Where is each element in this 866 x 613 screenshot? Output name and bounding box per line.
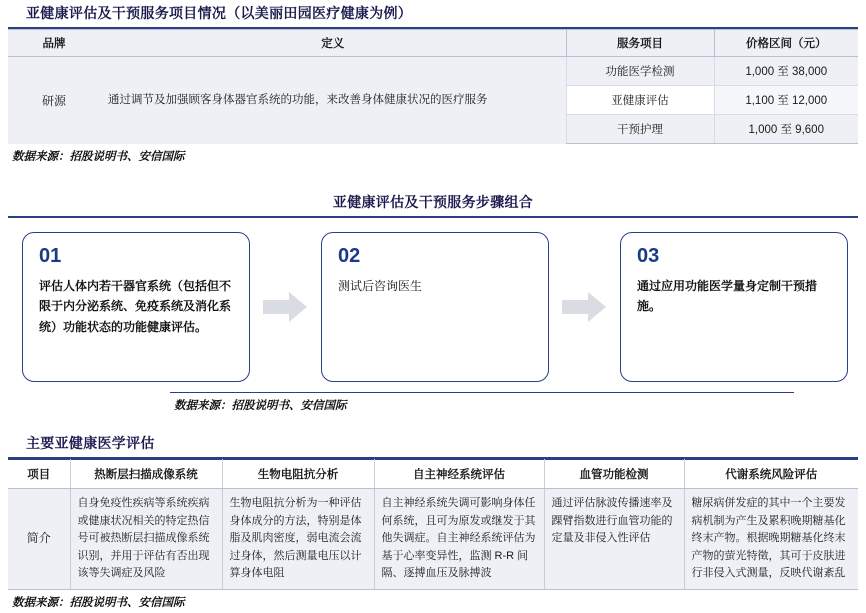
step-number-2: 02 <box>338 245 361 267</box>
service-name-0: 功能医学检测 <box>566 57 714 86</box>
arrow-icon-2 <box>562 292 608 322</box>
step-box-1 <box>22 232 250 382</box>
cell-ans: 自主神经系统失调可影响身体任何系统，且可为原发或继发于其他失调症。自主神经系统评估为基于心率变异性，监测 R-R 间隔、逐搏血压及脉搏波 <box>374 489 544 590</box>
source-note-2: 数据来源：招股说明书、安信国际 <box>170 392 794 416</box>
column-header-definition: 定义 <box>100 30 566 57</box>
service-price-2: 1,000 至 9,600 <box>714 115 858 144</box>
service-name-2: 干预护理 <box>566 115 714 144</box>
assessment-table <box>8 459 858 590</box>
section-title-2: 亚健康评估及干预服务步骤组合 <box>8 189 858 218</box>
column-header-metabolic: 代谢系统风险评估 <box>684 460 858 489</box>
services-table <box>8 29 858 144</box>
step-text-2: 测试后咨询医生 <box>338 279 423 293</box>
service-name-1: 亚健康评估 <box>566 86 714 115</box>
service-price-0: 1,000 至 38,000 <box>714 57 858 86</box>
step-number-1: 01 <box>39 245 62 267</box>
step-box-3 <box>620 232 848 382</box>
brand-value: 研源 <box>8 57 100 144</box>
arrow-icon-1 <box>263 292 309 322</box>
column-header-ans: 自主神经系统评估 <box>374 460 544 489</box>
cell-bia: 生物电阻抗分析为一种评估身体成分的方法，特别是体脂及肌肉密度，弱电流会流过身体，然后测量电压以计算身体电阻 <box>222 489 374 590</box>
table-header-row <box>8 460 858 489</box>
column-header-bia: 生物电阻抗分析 <box>222 460 374 489</box>
section-title-1: 亚健康评估及干预服务项目情况（以美丽田园医疗健康为例） <box>8 0 858 29</box>
table-row <box>8 489 858 590</box>
column-header-service: 服务项目 <box>566 30 714 57</box>
source-note-1: 数据来源：招股说明书、安信国际 <box>12 151 185 163</box>
cell-vascular: 通过评估脉波传播速率及踝臂指数进行血管功能的定量及非侵入性评估 <box>544 489 684 590</box>
definition-value: 通过调节及加强顾客身体器官系统的功能，来改善身体健康状况的医疗服务 <box>100 57 566 144</box>
step-number-3: 03 <box>637 245 660 267</box>
column-header-vascular: 血管功能检测 <box>544 460 684 489</box>
row-label-intro: 简介 <box>8 489 70 590</box>
service-price-1: 1,100 至 12,000 <box>714 86 858 115</box>
cell-thermal: 自身免疫性疾病等系统疾病或健康状况相关的特定热信号可被热断层扫描成像系统识别，并用于评估有否出现该等失调症及风险 <box>70 489 222 590</box>
step-text-3: 通过应用功能医学量身定制干预措施。 <box>637 279 818 314</box>
column-header-brand: 品牌 <box>8 30 100 57</box>
table-row <box>8 57 858 86</box>
column-header-item: 项目 <box>8 460 70 489</box>
column-header-thermal: 热断层扫描成像系统 <box>70 460 222 489</box>
table-header-row <box>8 30 858 57</box>
steps-diagram <box>8 218 858 392</box>
column-header-price: 价格区间（元） <box>714 30 858 57</box>
step-box-2 <box>321 232 549 382</box>
source-note-3: 数据来源：招股说明书、安信国际 <box>12 596 185 609</box>
step-text-1: 评估人体内若干器官系统（包括但不限于内分泌系统、免疫系统及消化系统）功能状态的功能健康评估。 <box>39 279 232 334</box>
section-title-3: 主要亚健康医学评估 <box>8 430 858 459</box>
cell-metabolic: 糖尿病併发症的其中一个主要发病机制为产生及累积晚期糖基化终末产物。根据晚期糖基化终末产物的萤光特徵，其可于皮肤进行非侵入式测量，反映代谢紊乱 <box>684 489 858 590</box>
